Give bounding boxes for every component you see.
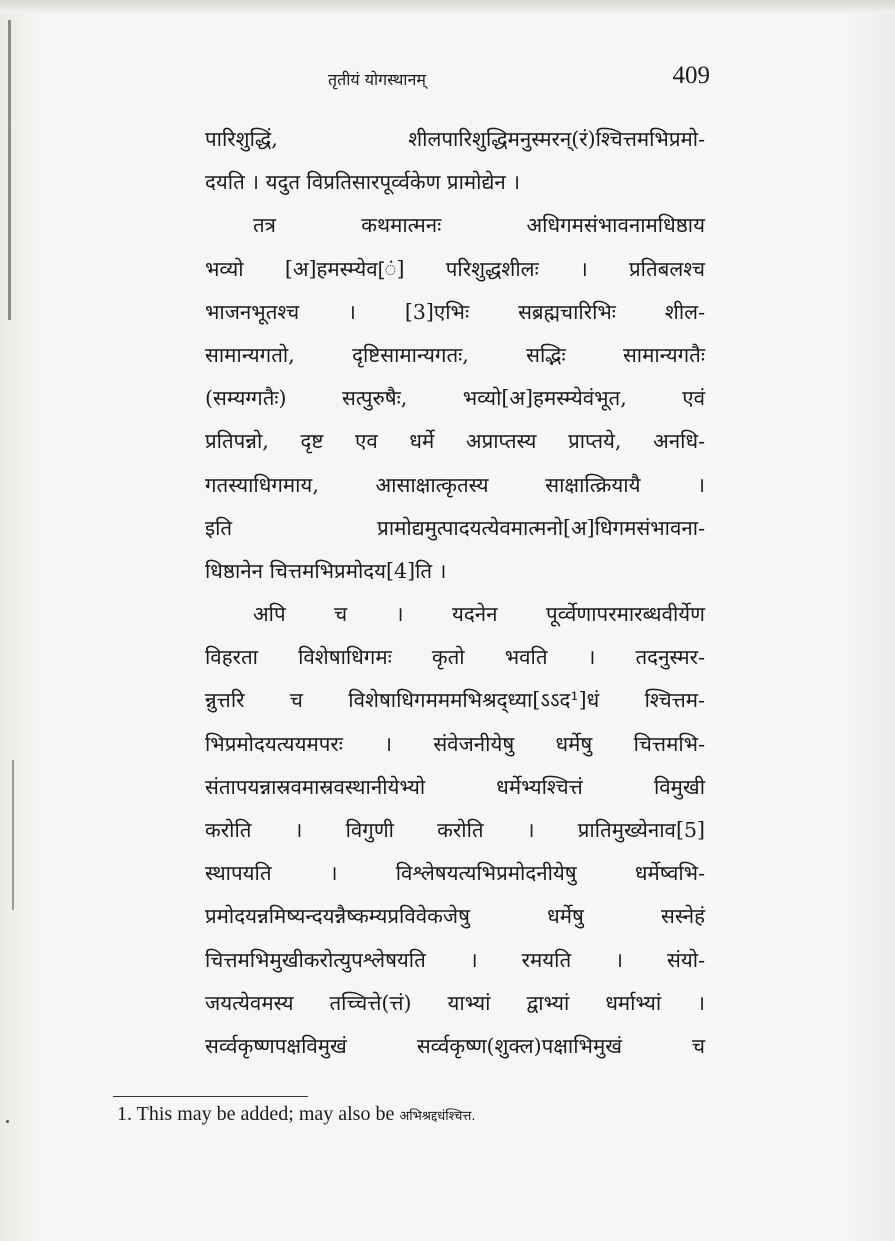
text-line: भिप्रमोदयत्ययमपरः । संवेजनीयेषु धर्मेषु चित्तमभि- — [205, 731, 705, 756]
text-line: स्थापयति । विश्लेषयत्यभिप्रमोदनीयेषु धर्मेष्वभि- — [205, 861, 705, 886]
text-line: प्रमोदयन्नमिष्यन्दयन्नैष्कम्यप्रविवेकजेषु धर्मेषु सस्नेहं — [205, 904, 705, 929]
binding-shadow — [8, 20, 11, 320]
page-number: 409 — [672, 62, 710, 89]
footnote-rule — [113, 1096, 308, 1097]
text-line: प्रतिपन्नो, दृष्ट एव धर्मे अप्राप्तस्य प्राप्तये, अनधि- — [205, 429, 705, 454]
text-line: सामान्यगतो, दृष्टिसामान्यगतः, सद्भिः सामान्यगतैः — [205, 342, 705, 367]
text-line: दयति । यदुत विप्रतिसारपूर्व्वकेण प्रामोद्येन । — [205, 170, 521, 195]
footnote-devanagari: अभिश्रद्दधंश्चित्त. — [399, 1109, 476, 1124]
text-line: अपि च । यदनेन पूर्व्वेणापरमारब्धवीर्येण — [253, 602, 705, 627]
footnote — [117, 1103, 717, 1126]
text-line: धिष्ठानेन चित्तमभिप्रमोदय[4]ति । — [205, 558, 447, 583]
text-line: करोति । विगुणी करोति । प्रातिमुख्येनाव[5] — [205, 818, 705, 842]
text-line: तत्र कथमात्मनः अधिगमसंभावनामधिष्ठाय — [253, 213, 705, 238]
page-top-edge — [0, 0, 895, 14]
text-line: चित्तमभिमुखीकरोत्युपश्लेषयति । रमयति । संयो- — [205, 947, 705, 972]
text-line: जयत्येवमस्य तच्चित्ते(त्तं) याभ्यां द्वाभ्यां धर्माभ्यां । — [205, 990, 705, 1015]
text-line: भव्यो [अ]हमस्म्येव[ं] परिशुद्धशीलः । प्रतिबलश्च — [205, 256, 705, 281]
text-line: भाजनभूतश्च । [3]एभिः सब्रह्मचारिभिः शील- — [205, 299, 705, 324]
text-line: गतस्याधिगमाय, आसाक्षात्कृतस्य साक्षात्क्रियायै । — [205, 472, 705, 497]
footnote-text: 1. This may be added; may also be — [117, 1103, 400, 1125]
main-text — [205, 118, 705, 1068]
text-line: विहरता विशेषाधिगमः कृतो भवति । तदनुस्मर- — [205, 645, 705, 670]
text-line: सर्व्वकृष्णपक्षविमुखं सर्व्वकृष्ण(शुक्ल)पक्षाभिमुखं च — [205, 1033, 705, 1058]
text-line: न्नुत्तरि च विशेषाधिगमममभिश्रद्‌ध्या[ऽऽद¹]धं श्चित्तम- — [205, 688, 705, 713]
binding-shadow-lower — [12, 760, 14, 910]
running-head-title: तृतीयं योगस्थानम् — [328, 70, 426, 89]
text-line: पारिशुद्धिं, शीलपारिशुद्धिमनुस्मरन्(रं)श्चित्तमभिप्रमो- — [205, 127, 705, 151]
scan-speck — [6, 1120, 9, 1123]
text-line: इति प्रामोद्यमुत्पादयत्येवमात्मनो[अ]धिगमसंभावना- — [205, 515, 705, 540]
text-line: (सम्यग्गतैः) सत्पुरुषैः, भव्यो[अ]हमस्म्येवंभूत, एवं — [205, 386, 705, 411]
running-head — [200, 64, 710, 100]
text-line: संतापयन्नास्रवमास्रवस्थानीयेभ्यो धर्मेभ्यश्चित्तं विमुखी — [205, 774, 705, 799]
